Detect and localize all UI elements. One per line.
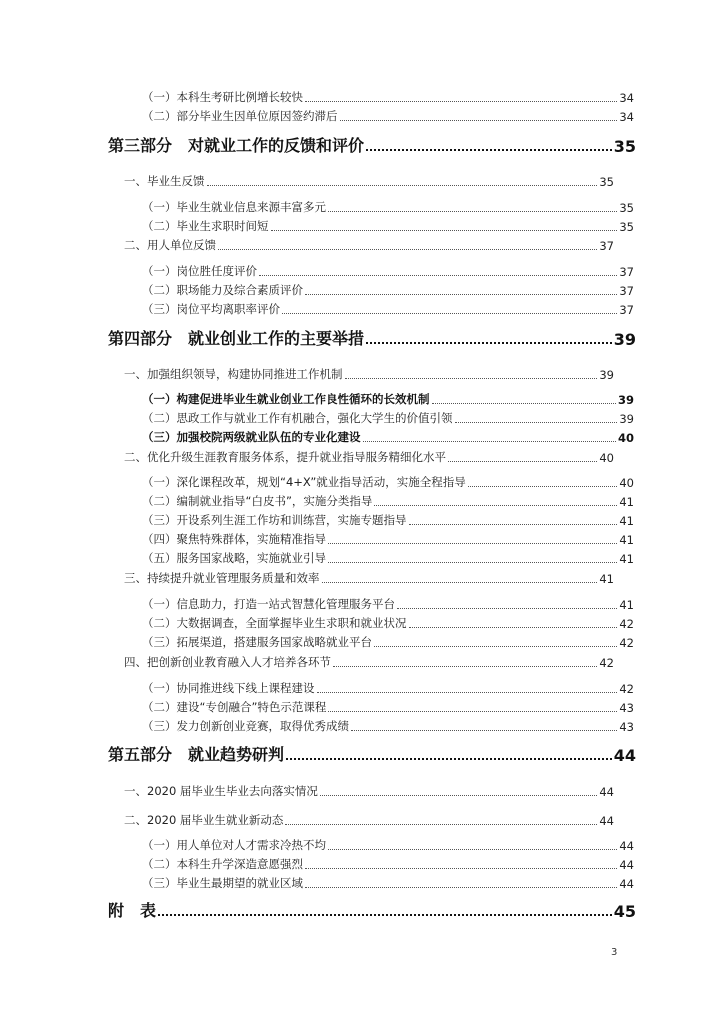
toc-entry-page: 41 <box>619 533 634 547</box>
dot-leader <box>328 849 617 850</box>
dot-leader <box>455 422 618 423</box>
dot-leader <box>333 666 597 667</box>
dot-leader <box>340 120 618 121</box>
toc-entry[interactable] <box>142 550 634 566</box>
toc-entry[interactable] <box>142 718 634 734</box>
toc-entry-title: （一）协同推进线下线上课程建设 <box>142 681 315 695</box>
dot-leader <box>397 608 617 609</box>
dot-leader <box>374 505 617 506</box>
dot-leader <box>328 711 617 712</box>
toc-entry[interactable] <box>142 429 634 445</box>
toc-entry[interactable] <box>124 366 614 382</box>
toc-entry[interactable] <box>142 596 634 612</box>
dot-leader <box>328 211 617 212</box>
toc-entry-page: 43 <box>619 720 634 734</box>
toc-part-heading[interactable] <box>108 327 636 349</box>
toc-entry-page: 44 <box>619 877 634 891</box>
toc-entry[interactable] <box>142 282 634 298</box>
toc-entry-page: 35 <box>613 137 636 156</box>
toc-entry-title: （三）拓展渠道，搭建服务国家战略就业平台 <box>142 635 372 649</box>
page-number: 3 <box>611 947 618 958</box>
toc-entry-page: 39 <box>619 412 634 426</box>
toc-entry-title: （三）发力创新创业竞赛，取得优秀成绩 <box>142 719 349 733</box>
dot-leader <box>286 758 612 760</box>
toc-entry-title: （一）深化课程改革，规划“4+X”就业指导活动，实施全程指导 <box>142 475 466 489</box>
toc-entry-title: 二、优化升级生涯教育服务体系，提升就业指导服务精细化水平 <box>124 450 446 464</box>
toc-entry[interactable] <box>142 856 634 872</box>
toc-entry[interactable] <box>142 199 634 215</box>
dot-leader <box>409 627 618 628</box>
toc-entry-page: 42 <box>619 682 634 696</box>
toc-entry-page: 40 <box>617 431 634 445</box>
toc-entry-title: 一、加强组织领导，构建协同推进工作机制 <box>124 367 343 381</box>
toc-entry-title: 三、持续提升就业管理服务质量和效率 <box>124 571 320 585</box>
dot-leader <box>282 313 617 314</box>
dot-leader <box>468 486 618 487</box>
toc-entry[interactable] <box>124 570 614 586</box>
toc-entry-title: 附 表 <box>108 901 157 920</box>
toc-entry-title: （一）岗位胜任度评价 <box>142 264 257 278</box>
toc-entry-page: 44 <box>613 746 636 765</box>
dot-leader <box>305 868 617 869</box>
toc-entry-page: 37 <box>619 284 634 298</box>
toc-entry-page: 43 <box>619 701 634 715</box>
toc-entry[interactable] <box>142 875 634 891</box>
toc-entry-title: （五）服务国家战略，实施就业引导 <box>142 551 326 565</box>
toc-entry[interactable] <box>142 634 634 650</box>
dot-leader <box>328 562 617 563</box>
dot-leader <box>409 524 618 525</box>
toc-entry[interactable] <box>124 783 614 799</box>
dot-leader <box>218 249 597 250</box>
toc-entry-title: （三）毕业生最期望的就业区域 <box>142 876 303 890</box>
toc-entry[interactable] <box>142 410 634 426</box>
dot-leader <box>158 914 612 916</box>
toc-entry-page: 35 <box>619 220 634 234</box>
dot-leader <box>207 185 598 186</box>
toc-entry-title: （一）信息助力，打造一站式智慧化管理服务平台 <box>142 597 395 611</box>
toc-entry-title: （二）思政工作与就业工作有机融合，强化大学生的价值引领 <box>142 411 453 425</box>
dot-leader <box>366 149 612 151</box>
toc-entry-title: 一、毕业生反馈 <box>124 174 205 188</box>
toc-entry-page: 41 <box>619 495 634 509</box>
toc-entry[interactable] <box>142 218 634 234</box>
toc-entry[interactable] <box>142 531 634 547</box>
toc-entry[interactable] <box>142 301 634 317</box>
dot-leader <box>320 795 597 796</box>
toc-entry[interactable] <box>142 493 634 509</box>
toc-entry[interactable] <box>142 680 634 696</box>
toc-entry[interactable] <box>124 812 614 828</box>
toc-entry[interactable] <box>142 108 634 124</box>
toc-entry-page: 41 <box>619 552 634 566</box>
toc-entry-title: 四、把创新创业教育融入人才培养各环节 <box>124 655 331 669</box>
toc-entry-title: （一）毕业生就业信息来源丰富多元 <box>142 200 326 214</box>
toc-part-heading[interactable] <box>108 134 636 156</box>
dot-leader <box>271 230 618 231</box>
toc-entry[interactable] <box>142 474 634 490</box>
toc-entry[interactable] <box>142 615 634 631</box>
toc-entry[interactable] <box>124 173 614 189</box>
toc-entry-page: 42 <box>619 636 634 650</box>
dot-leader <box>322 582 598 583</box>
toc-entry-page: 39 <box>613 330 636 349</box>
dot-leader <box>345 378 598 379</box>
dot-leader <box>351 730 617 731</box>
toc-entry-page: 45 <box>613 902 636 921</box>
toc-entry-page: 44 <box>619 858 634 872</box>
dot-leader <box>305 887 617 888</box>
toc-entry-page: 44 <box>599 814 614 828</box>
toc-entry-title: 第三部分 对就业工作的反馈和评价 <box>108 136 365 155</box>
toc-entry-page: 42 <box>619 617 634 631</box>
toc-entry-title: （三）加强校院两级就业队伍的专业化建设 <box>142 430 361 444</box>
toc-entry-page: 39 <box>599 368 614 382</box>
toc-entry-page: 41 <box>619 598 634 612</box>
dot-leader <box>374 646 617 647</box>
toc-entry-page: 40 <box>619 476 634 490</box>
toc-entry[interactable] <box>124 449 614 465</box>
dot-leader <box>317 692 618 693</box>
toc-entry-page: 34 <box>619 110 634 124</box>
toc-entry-title: 二、用人单位反馈 <box>124 238 216 252</box>
toc-entry-title: （二）毕业生求职时间短 <box>142 219 269 233</box>
dot-leader <box>432 403 616 404</box>
toc-entry-title: 二、2020 届毕业生就业新动态 <box>124 813 284 827</box>
toc-entry-page: 44 <box>599 785 614 799</box>
dot-leader <box>363 441 616 442</box>
toc-entry-title: （四）聚焦特殊群体，实施精准指导 <box>142 532 326 546</box>
toc-entry-title: （二）职场能力及综合素质评价 <box>142 283 303 297</box>
toc-entry-title: 一、2020 届毕业生毕业去向落实情况 <box>124 784 318 798</box>
toc-entry-title: （三）岗位平均离职率评价 <box>142 302 280 316</box>
toc-entry-title: （二）建设“专创融合”特色示范课程 <box>142 700 327 714</box>
toc-entry-title: （二）本科生升学深造意愿强烈 <box>142 857 303 871</box>
toc-part-heading[interactable] <box>108 743 636 765</box>
dot-leader <box>259 275 617 276</box>
toc-entry-page: 37 <box>619 265 634 279</box>
toc-entry[interactable] <box>142 391 634 407</box>
toc-entry-page: 39 <box>617 393 634 407</box>
toc-entry[interactable] <box>142 89 634 105</box>
toc-entry[interactable] <box>124 237 614 253</box>
toc-entry-page: 35 <box>599 175 614 189</box>
toc-entry[interactable] <box>142 263 634 279</box>
dot-leader <box>448 461 597 462</box>
toc-entry-title: （二）大数据调查，全面掌握毕业生求职和就业状况 <box>142 616 407 630</box>
toc-entry-title: （一）本科生考研比例增长较快 <box>142 90 303 104</box>
toc-entry[interactable] <box>124 654 614 670</box>
toc-entry-page: 34 <box>619 91 634 105</box>
dot-leader <box>328 543 617 544</box>
toc-entry[interactable] <box>142 699 634 715</box>
dot-leader <box>285 824 597 825</box>
toc-entry-title: 第五部分 就业趋势研判 <box>108 745 285 764</box>
dot-leader <box>366 342 612 344</box>
toc-entry-title: （二）编制就业指导“白皮书”，实施分类指导 <box>142 494 373 508</box>
toc-entry-page: 42 <box>599 656 614 670</box>
toc-entry-title: （三）开设系列生涯工作坊和训练营，实施专题指导 <box>142 513 407 527</box>
toc-entry[interactable] <box>142 512 634 528</box>
toc-entry-title: 第四部分 就业创业工作的主要举措 <box>108 329 365 348</box>
toc-entry-page: 41 <box>599 572 614 586</box>
dot-leader <box>305 101 617 102</box>
toc-entry-page: 37 <box>619 303 634 317</box>
dot-leader <box>305 294 617 295</box>
toc-entry-page: 44 <box>619 839 634 853</box>
toc-entry-title: （二）部分毕业生因单位原因签约滞后 <box>142 109 338 123</box>
toc-entry-page: 40 <box>599 451 614 465</box>
toc-entry-title: （一）用人单位对人才需求冷热不均 <box>142 838 326 852</box>
toc-part-heading[interactable] <box>108 899 636 921</box>
toc-entry-title: （一）构建促进毕业生就业创业工作良性循环的长效机制 <box>142 392 430 406</box>
toc-entry-page: 37 <box>599 239 614 253</box>
toc-entry-page: 41 <box>619 514 634 528</box>
toc-entry-page: 35 <box>619 201 634 215</box>
toc-entry[interactable] <box>142 837 634 853</box>
